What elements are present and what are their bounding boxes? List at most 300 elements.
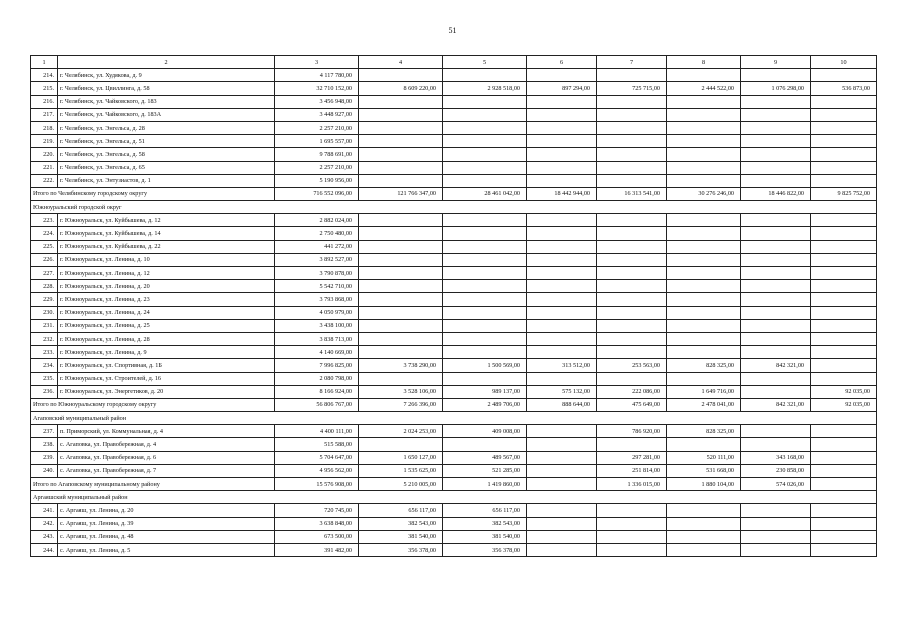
amount-cell [811,372,877,385]
amount-cell [597,504,667,517]
amount-cell: 343 168,00 [741,451,811,464]
amount-cell [667,240,741,253]
amount-cell [597,121,667,134]
amount-cell [811,438,877,451]
total-amount-cell: 716 552 096,00 [275,187,359,200]
table-row [31,464,877,477]
amount-cell [443,253,527,266]
amount-cell [597,148,667,161]
amount-cell [527,267,597,280]
total-amount-cell: 30 276 246,00 [667,187,741,200]
amount-cell [667,332,741,345]
amount-cell: 897 294,00 [527,82,597,95]
amount-cell [527,425,597,438]
amount-cell [597,543,667,556]
amount-cell [527,451,597,464]
address-cell: г. Южноуральск, ул. Ленина, д. 24 [58,306,275,319]
table-row [31,372,877,385]
address-cell: г. Южноуральск, ул. Ленина, д. 12 [58,267,275,280]
row-number: 224. [31,227,58,240]
amount-cell: 3 528 106,00 [359,385,443,398]
amount-cell [359,293,443,306]
amount-cell [527,464,597,477]
table-row [31,135,877,148]
amount-cell [667,227,741,240]
amount-cell [527,306,597,319]
row-number: 232. [31,332,58,345]
amount-cell [741,148,811,161]
column-header: 1 [31,56,58,69]
amount-cell [811,227,877,240]
amount-cell [811,425,877,438]
amount-cell [667,95,741,108]
address-cell: г. Челябинск, ул. Энтузиастов, д. 1 [58,174,275,187]
amount-cell [359,372,443,385]
amount-cell [359,319,443,332]
amount-cell [527,174,597,187]
amount-cell: 297 281,00 [597,451,667,464]
amount-cell: 2 024 253,00 [359,425,443,438]
amount-cell: 575 132,00 [527,385,597,398]
row-number: 221. [31,161,58,174]
amount-cell: 1 649 716,00 [667,385,741,398]
amount-cell [667,121,741,134]
amount-cell: 3 790 878,00 [275,267,359,280]
row-number: 231. [31,319,58,332]
amount-cell [597,95,667,108]
table-row [31,108,877,121]
section-title: Южноуральский городской округ [31,201,877,214]
amount-cell [597,174,667,187]
amount-cell [443,293,527,306]
amount-cell [597,530,667,543]
amount-cell [527,253,597,266]
column-header: 9 [741,56,811,69]
total-amount-cell: 7 266 396,00 [359,398,443,411]
column-header: 2 [58,56,275,69]
table-row [31,346,877,359]
amount-cell [811,359,877,372]
amount-cell [527,504,597,517]
amount-cell [667,161,741,174]
amount-cell [811,319,877,332]
amount-cell [741,504,811,517]
total-amount-cell: 1 336 015,00 [597,478,667,491]
address-cell: с. Агаповка, ул. Правобережная, д. 7 [58,464,275,477]
amount-cell [741,438,811,451]
amount-cell: 828 325,00 [667,359,741,372]
amount-cell [597,517,667,530]
table-row [31,267,877,280]
amount-cell: 3 738 290,00 [359,359,443,372]
amount-cell [811,464,877,477]
amount-cell [811,253,877,266]
amount-cell [667,504,741,517]
amount-cell: 720 745,00 [275,504,359,517]
amount-cell [443,214,527,227]
amount-cell [667,280,741,293]
row-number: 236. [31,385,58,398]
row-number: 234. [31,359,58,372]
amount-cell [359,148,443,161]
amount-cell: 531 668,00 [667,464,741,477]
amount-cell: 656 117,00 [359,504,443,517]
amount-cell [527,108,597,121]
amount-cell [811,543,877,556]
amount-cell [527,227,597,240]
row-number: 239. [31,451,58,464]
amount-cell [359,174,443,187]
amount-cell [597,69,667,82]
amount-cell: 4 140 669,00 [275,346,359,359]
amount-cell: 489 567,00 [443,451,527,464]
amount-cell [443,240,527,253]
amount-cell: 253 563,00 [597,359,667,372]
amount-cell [741,69,811,82]
table-row [31,82,877,95]
total-amount-cell: 28 461 042,00 [443,187,527,200]
amount-cell [443,280,527,293]
row-number: 244. [31,543,58,556]
amount-cell [359,121,443,134]
amount-cell [667,306,741,319]
amount-cell: 725 715,00 [597,82,667,95]
total-amount-cell: 842 321,00 [741,398,811,411]
amount-cell [811,332,877,345]
amount-cell [597,280,667,293]
amount-cell [527,332,597,345]
table-row [31,148,877,161]
address-cell: г. Челябинск, ул. Энгельса, д. 58 [58,148,275,161]
amount-cell [741,385,811,398]
amount-cell [811,148,877,161]
amount-cell [741,121,811,134]
address-cell: с. Аргаяш, ул. Ленина, д. 5 [58,543,275,556]
total-amount-cell: 1 419 860,00 [443,478,527,491]
row-number: 216. [31,95,58,108]
amount-cell [443,135,527,148]
table-row [31,332,877,345]
amount-cell [527,161,597,174]
amount-cell [667,530,741,543]
amount-cell: 8 609 220,00 [359,82,443,95]
amount-cell: 2 750 480,00 [275,227,359,240]
amount-cell: 4 956 562,00 [275,464,359,477]
row-number: 222. [31,174,58,187]
row-number: 220. [31,148,58,161]
amount-cell [443,161,527,174]
total-amount-cell: 2 478 041,00 [667,398,741,411]
address-cell: п. Приморский, ул. Коммунальная, д. 4 [58,425,275,438]
row-number: 225. [31,240,58,253]
total-amount-cell [527,478,597,491]
table-row [31,504,877,517]
amount-cell [811,451,877,464]
amount-cell: 356 378,00 [359,543,443,556]
amount-cell [667,69,741,82]
table-row [31,214,877,227]
amount-cell [811,121,877,134]
amount-cell [443,332,527,345]
amount-cell [527,530,597,543]
amount-cell: 1 650 127,00 [359,451,443,464]
amount-cell [811,267,877,280]
amount-cell [527,517,597,530]
amount-cell [359,280,443,293]
amount-cell [359,214,443,227]
amount-cell [597,332,667,345]
amount-cell [741,253,811,266]
amount-cell [741,95,811,108]
amount-cell: 2 882 024,00 [275,214,359,227]
amount-cell [527,214,597,227]
amount-cell: 9 788 691,00 [275,148,359,161]
amount-cell [811,69,877,82]
address-cell: г. Южноуральск, ул. Ленина, д. 25 [58,319,275,332]
row-number: 235. [31,372,58,385]
total-label: Итого по Челябинскому городскому округу [31,187,275,200]
amount-cell [359,227,443,240]
column-header: 10 [811,56,877,69]
amount-cell [667,372,741,385]
page-number: 51 [448,26,457,35]
table-row [31,530,877,543]
amount-cell [811,504,877,517]
amount-cell [667,174,741,187]
amount-cell: 1 695 557,00 [275,135,359,148]
amount-cell [597,306,667,319]
amount-cell: 2 257 210,00 [275,161,359,174]
amount-cell [741,346,811,359]
amount-cell [443,319,527,332]
amount-cell: 521 285,00 [443,464,527,477]
row-number: 226. [31,253,58,266]
row-number: 215. [31,82,58,95]
address-cell: г. Челябинск, ул. Энгельса, д. 28 [58,121,275,134]
amount-cell: 92 035,00 [811,385,877,398]
amount-cell [741,227,811,240]
amount-cell [359,346,443,359]
amount-cell: 656 117,00 [443,504,527,517]
amount-cell [443,95,527,108]
address-cell: г. Южноуральск, ул. Энергетиков, д. 20 [58,385,275,398]
amount-cell: 382 543,00 [359,517,443,530]
amount-cell: 230 858,00 [741,464,811,477]
amount-cell [741,543,811,556]
address-cell: г. Южноуральск, ул. Спортивная, д. 1Б [58,359,275,372]
total-amount-cell [811,478,877,491]
amount-cell: 382 543,00 [443,517,527,530]
amount-cell [741,319,811,332]
amount-cell [443,346,527,359]
amount-cell [527,95,597,108]
amount-cell [597,372,667,385]
amount-cell [527,543,597,556]
total-amount-cell: 2 489 706,00 [443,398,527,411]
address-cell: г. Челябинск, ул. Цвиллинга, д. 58 [58,82,275,95]
amount-cell [527,135,597,148]
amount-cell: 2 928 518,00 [443,82,527,95]
table-row [31,280,877,293]
amount-cell [811,161,877,174]
amount-cell [667,108,741,121]
amount-cell [443,306,527,319]
address-cell: с. Аргаяш, ул. Ленина, д. 48 [58,530,275,543]
amount-cell [811,293,877,306]
total-amount-cell: 888 644,00 [527,398,597,411]
amount-cell [359,253,443,266]
address-cell: г. Челябинск, ул. Энгельса, д. 51 [58,135,275,148]
amount-cell: 5 704 647,00 [275,451,359,464]
amount-cell [359,69,443,82]
row-number: 238. [31,438,58,451]
amount-cell [741,332,811,345]
amount-cell [527,69,597,82]
address-cell: г. Южноуральск, ул. Ленина, д. 23 [58,293,275,306]
table-row [31,543,877,556]
amount-cell: 2 444 522,00 [667,82,741,95]
amount-cell: 3 892 527,00 [275,253,359,266]
row-number: 233. [31,346,58,359]
address-cell: с. Агаповка, ул. Правобережная, д. 6 [58,451,275,464]
amount-cell [667,543,741,556]
amount-cell: 441 272,00 [275,240,359,253]
amount-cell: 828 325,00 [667,425,741,438]
column-header: 7 [597,56,667,69]
amount-cell [811,214,877,227]
amount-cell [811,108,877,121]
amount-cell: 4 050 979,00 [275,306,359,319]
budget-table [30,55,877,557]
table-row [31,240,877,253]
amount-cell [741,306,811,319]
table-header-row [31,56,877,69]
row-number: 229. [31,293,58,306]
total-amount-cell: 56 806 767,00 [275,398,359,411]
amount-cell [359,306,443,319]
row-number: 217. [31,108,58,121]
amount-cell [667,214,741,227]
amount-cell: 3 448 927,00 [275,108,359,121]
amount-cell [597,267,667,280]
amount-cell: 842 321,00 [741,359,811,372]
amount-cell: 2 080 798,00 [275,372,359,385]
row-number: 223. [31,214,58,227]
total-amount-cell: 18 446 822,00 [741,187,811,200]
table-row [31,425,877,438]
amount-cell [741,240,811,253]
total-amount-cell: 9 825 752,00 [811,187,877,200]
total-row [31,187,877,200]
address-cell: г. Южноуральск, ул. Ленина, д. 28 [58,332,275,345]
amount-cell [443,69,527,82]
amount-cell: 4 117 780,00 [275,69,359,82]
amount-cell [597,293,667,306]
amount-cell [741,135,811,148]
amount-cell [527,319,597,332]
row-number: 240. [31,464,58,477]
amount-cell: 673 500,00 [275,530,359,543]
amount-cell [359,108,443,121]
amount-cell [527,121,597,134]
column-header: 5 [443,56,527,69]
amount-cell [443,148,527,161]
amount-cell [443,267,527,280]
amount-cell: 786 920,00 [597,425,667,438]
amount-cell [811,174,877,187]
amount-cell [597,135,667,148]
table-row [31,385,877,398]
amount-cell [527,346,597,359]
amount-cell [527,293,597,306]
amount-cell [667,267,741,280]
total-amount-cell: 475 649,00 [597,398,667,411]
amount-cell [811,95,877,108]
amount-cell: 1 535 625,00 [359,464,443,477]
row-number: 242. [31,517,58,530]
row-number: 227. [31,267,58,280]
address-cell: г. Южноуральск, ул. Куйбышева, д. 14 [58,227,275,240]
table-row [31,121,877,134]
amount-cell: 4 400 111,00 [275,425,359,438]
amount-cell [741,174,811,187]
row-number: 230. [31,306,58,319]
amount-cell [811,135,877,148]
amount-cell [443,121,527,134]
amount-cell [359,438,443,451]
amount-cell [597,214,667,227]
table-row [31,161,877,174]
total-amount-cell: 16 313 541,00 [597,187,667,200]
section-header-row [31,412,877,425]
amount-cell [811,306,877,319]
total-amount-cell: 121 766 347,00 [359,187,443,200]
amount-cell [527,372,597,385]
address-cell: г. Южноуральск, ул. Ленина, д. 9 [58,346,275,359]
amount-cell [667,346,741,359]
amount-cell [359,135,443,148]
table-row [31,227,877,240]
amount-cell [597,108,667,121]
total-row [31,478,877,491]
total-amount-cell: 15 576 908,00 [275,478,359,491]
amount-cell [741,293,811,306]
amount-cell: 3 793 868,00 [275,293,359,306]
amount-cell: 3 638 848,00 [275,517,359,530]
amount-cell [741,267,811,280]
amount-cell [667,319,741,332]
amount-cell [811,530,877,543]
address-cell: с. Аргаяш, ул. Ленина, д. 39 [58,517,275,530]
amount-cell: 313 512,00 [527,359,597,372]
table-row [31,293,877,306]
section-title: Аргаяшский муниципальный район [31,491,877,504]
amount-cell [741,372,811,385]
total-amount-cell: 1 880 104,00 [667,478,741,491]
amount-cell [741,425,811,438]
address-cell: г. Южноуральск, ул. Ленина, д. 20 [58,280,275,293]
column-header: 8 [667,56,741,69]
total-amount-cell: 5 210 005,00 [359,478,443,491]
address-cell: с. Аргаяш, ул. Ленина, д. 20 [58,504,275,517]
total-amount-cell: 92 035,00 [811,398,877,411]
row-number: 219. [31,135,58,148]
amount-cell [359,332,443,345]
column-header: 6 [527,56,597,69]
amount-cell [667,253,741,266]
amount-cell: 381 540,00 [443,530,527,543]
amount-cell [597,253,667,266]
